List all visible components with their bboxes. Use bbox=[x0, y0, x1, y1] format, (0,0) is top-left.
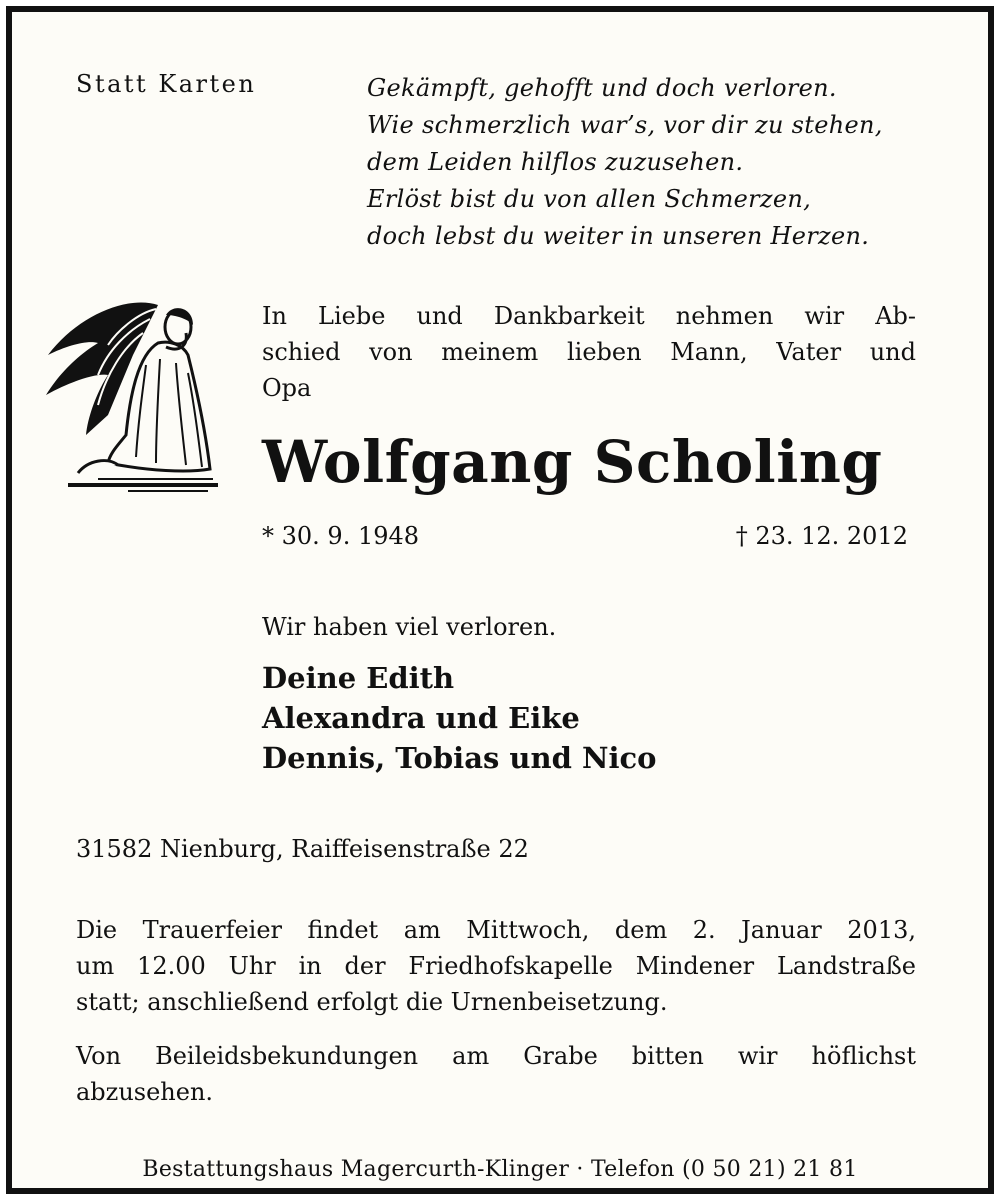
service-info bbox=[76, 912, 916, 1020]
birth-date: * 30. 9. 1948 bbox=[262, 522, 420, 550]
family-signatures bbox=[262, 658, 656, 778]
family-member: Deine Edith bbox=[262, 661, 455, 695]
lost-text: Wir haben viel verloren. bbox=[262, 613, 557, 641]
poem-line: Gekämpft, gehofft und doch verloren. bbox=[367, 74, 837, 102]
service-line: statt; anschließend erfolgt die Urnenbeisetzung. bbox=[76, 988, 668, 1016]
intro-line: schied von meinem lieben Mann, Vater und bbox=[262, 338, 916, 366]
intro-line: In Liebe und Dankbarkeit nehmen wir Ab- bbox=[262, 302, 916, 330]
kneeling-angel-icon bbox=[38, 285, 238, 500]
intro-text bbox=[262, 298, 916, 406]
funeral-home-contact: Bestattungshaus Magercurth-Klinger · Telefon (0 50 21) 21 81 bbox=[128, 1157, 871, 1182]
header-statt-karten: Statt Karten bbox=[76, 70, 257, 98]
poem-line: Erlöst bist du von allen Schmerzen, bbox=[367, 185, 812, 213]
poem-line: Wie schmerzlich war’s, vor dir zu stehen, bbox=[367, 111, 883, 139]
intro-line: Opa bbox=[262, 374, 312, 402]
condolence-line: abzusehen. bbox=[76, 1078, 214, 1106]
death-date: † 23. 12. 2012 bbox=[735, 522, 908, 550]
condolence-request bbox=[76, 1038, 916, 1110]
footer bbox=[0, 1157, 1000, 1182]
poem-line: doch lebst du weiter in unseren Herzen. bbox=[367, 222, 870, 250]
condolence-line: Von Beileidsbekundungen am Grabe bitten wir höflichst bbox=[76, 1042, 916, 1070]
poem bbox=[367, 70, 883, 255]
address: 31582 Nienburg, Raiffeisenstraße 22 bbox=[76, 835, 529, 863]
service-line: um 12.00 Uhr in der Friedhofskapelle Mindener Landstraße bbox=[76, 952, 916, 980]
family-member: Dennis, Tobias und Nico bbox=[262, 741, 657, 775]
service-line: Die Trauerfeier findet am Mittwoch, dem 2. Januar 2013, bbox=[76, 916, 916, 944]
poem-line: dem Leiden hilflos zuzusehen. bbox=[367, 148, 744, 176]
family-member: Alexandra und Eike bbox=[262, 701, 580, 735]
deceased-name: Wolfgang Scholing bbox=[262, 428, 883, 496]
